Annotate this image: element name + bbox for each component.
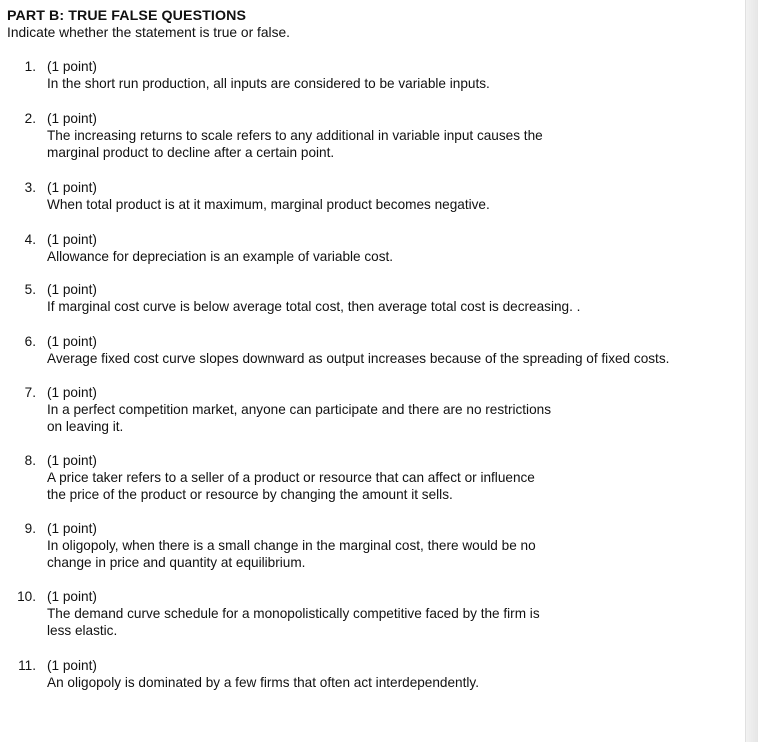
statement-line: on leaving it. (47, 419, 124, 434)
statement-line: Allowance for depreciation is an example of variable cost. (47, 249, 394, 264)
question-statement (47, 127, 747, 161)
question-statement (47, 469, 747, 503)
statement-line: In a perfect competition market, anyone can participate and there are no restrictions (47, 402, 551, 417)
section-title: PART B: TRUE FALSE QUESTIONS (7, 8, 247, 24)
question-number: 8. (24, 453, 36, 468)
section-instruction: Indicate whether the statement is true or false. (7, 25, 290, 40)
question-statement (47, 75, 747, 92)
question-number: 11. (18, 658, 36, 673)
question-number: 9. (24, 521, 36, 536)
question-points: (1 point) (47, 453, 97, 468)
question-number: 5. (24, 282, 36, 297)
question-statement (47, 674, 747, 691)
statement-line: change in price and quantity at equilibrium. (47, 555, 306, 570)
question-number: 7. (24, 385, 36, 400)
statement-line: In oligopoly, when there is a small change in the marginal cost, there would be no (47, 538, 536, 553)
question-number: 2. (24, 111, 36, 126)
question-points: (1 point) (47, 282, 97, 297)
question-number: 10. (17, 589, 36, 604)
question-statement (47, 350, 747, 367)
question-number: 6. (24, 334, 36, 349)
statement-line: If marginal cost curve is below average total cost, then average total cost is decreasing. . (47, 299, 581, 314)
question-number: 4. (24, 232, 36, 247)
question-statement (47, 537, 747, 571)
statement-line: The increasing returns to scale refers to any additional in variable input causes the (47, 128, 543, 143)
statement-line: the price of the product or resource by changing the amount it sells. (47, 487, 453, 502)
question-number: 1. (24, 59, 36, 74)
question-statement (47, 605, 747, 639)
question-points: (1 point) (47, 658, 97, 673)
question-points: (1 point) (47, 232, 97, 247)
statement-line: marginal product to decline after a certain point. (47, 145, 335, 160)
statement-line: A price taker refers to a seller of a product or resource that can affect or influence (47, 470, 535, 485)
statement-line: Average fixed cost curve slopes downward as output increases because of the spreading of fixed costs. (47, 351, 670, 366)
question-statement (47, 196, 747, 213)
question-points: (1 point) (47, 59, 97, 74)
statement-line: When total product is at it maximum, marginal product becomes negative. (47, 197, 490, 212)
page-edge (745, 0, 758, 742)
question-number: 3. (24, 180, 36, 195)
question-statement (47, 401, 747, 435)
question-statement (47, 298, 747, 315)
question-points: (1 point) (47, 385, 97, 400)
question-points: (1 point) (47, 111, 97, 126)
question-points: (1 point) (47, 180, 97, 195)
question-points: (1 point) (47, 334, 97, 349)
statement-line: The demand curve schedule for a monopolistically competitive faced by the firm is (47, 606, 540, 621)
question-statement (47, 248, 747, 265)
statement-line: less elastic. (47, 623, 118, 638)
question-points: (1 point) (47, 521, 97, 536)
question-points: (1 point) (47, 589, 97, 604)
statement-line: An oligopoly is dominated by a few firms that often act interdependently. (47, 675, 479, 690)
statement-line: In the short run production, all inputs are considered to be variable inputs. (47, 76, 490, 91)
